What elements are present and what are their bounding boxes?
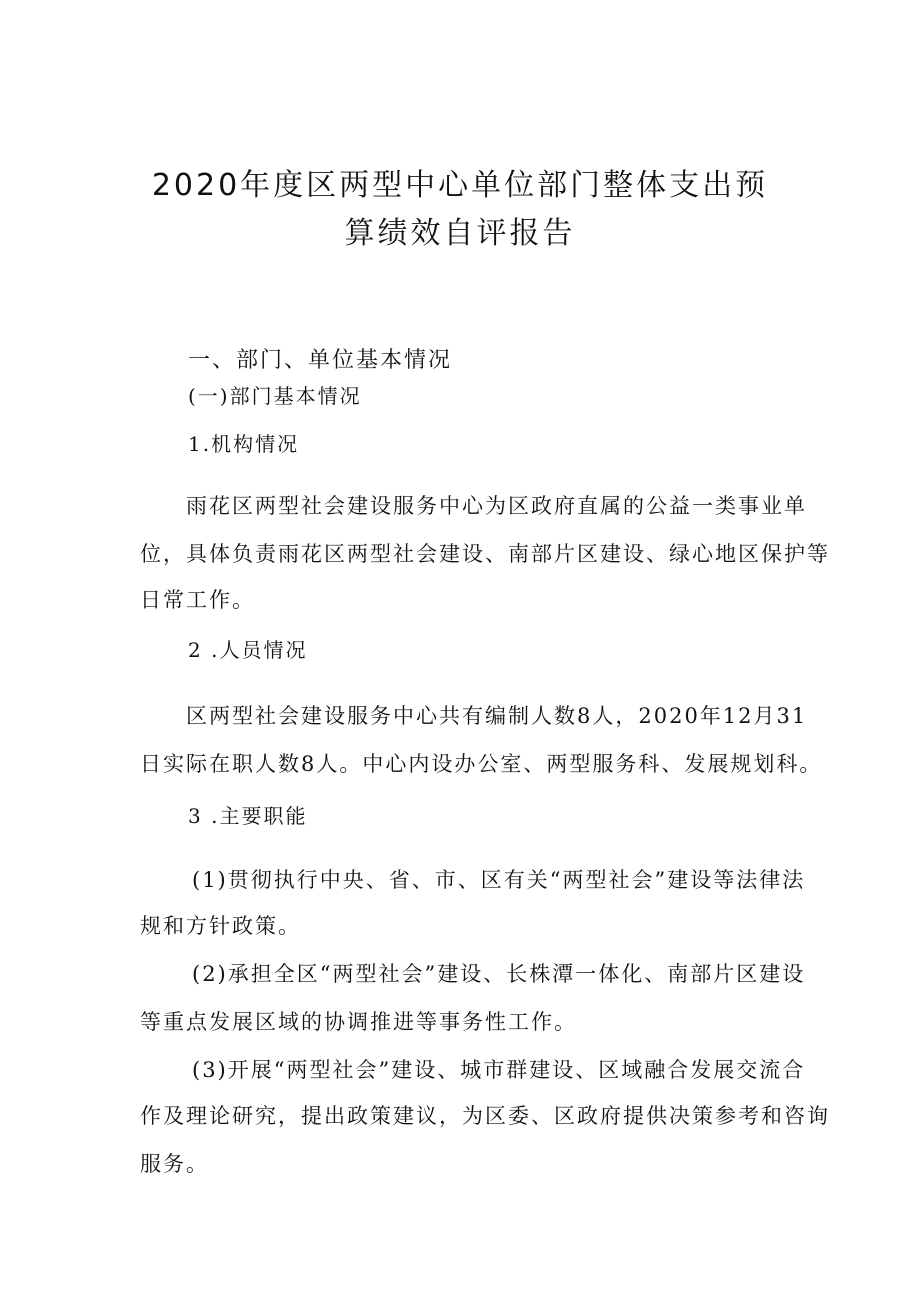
document-title-line-1: 2020年度区两型中心单位部门整体支出预	[151, 168, 769, 203]
duty-line: 服务。	[140, 1152, 209, 1176]
paragraph-line: 日实际在职人数8人。中心内设办公室、两型服务科、发展规划科。	[140, 752, 823, 776]
duty-line: 等重点发展区域的协调推进等事务性工作。	[140, 1010, 577, 1034]
paragraph-line: 日常工作。	[140, 588, 255, 612]
paragraph-line: 雨花区两型社会建设服务中心为区政府直属的公益一类事业单	[186, 494, 807, 518]
duty-line: (3)开展“两型社会”建设、城市群建设、区域融合发展交流合	[192, 1058, 806, 1082]
paragraph-line: 区两型社会建设服务中心共有编制人数8人，2020年12月31	[186, 704, 808, 728]
document-title-line-2: 算绩效自评报告	[344, 216, 576, 251]
section-heading: 一、部门、单位基本情况	[188, 348, 453, 373]
duty-line: 作及理论研究，提出政策建议，为区委、区政府提供决策参考和咨询	[140, 1104, 830, 1128]
item-heading-duties: 3 .主要职能	[188, 804, 308, 828]
duty-line: (2)承担全区“两型社会”建设、长株潭一体化、南部片区建设	[192, 962, 806, 986]
paragraph-line: 位，具体负责雨花区两型社会建设、南部片区建设、绿心地区保护等	[140, 542, 830, 566]
duty-line: (1)贯彻执行中央、省、市、区有关“两型社会”建设等法律法	[192, 868, 806, 892]
subsection-heading: (一)部门基本情况	[188, 384, 362, 408]
item-heading-staff: 2 .人员情况	[188, 638, 308, 662]
item-heading-organization: 1.机构情况	[188, 432, 300, 456]
duty-line: 规和方针政策。	[140, 914, 301, 938]
